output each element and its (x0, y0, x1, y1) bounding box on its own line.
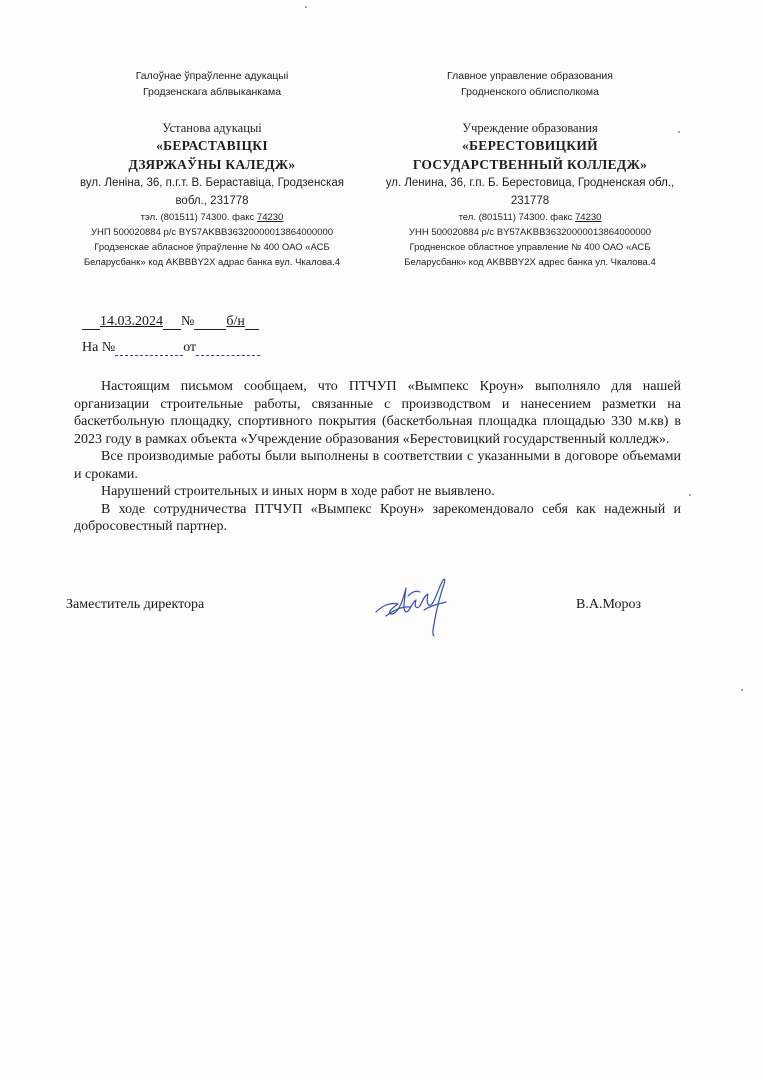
signatory-name: В.А.Мороз (576, 597, 642, 612)
ministry-line-2: Гродзенскага аблвыканкама (142, 86, 282, 98)
phone-prefix: тел. (801511) 74300. факс (458, 212, 576, 223)
body-paragraph-4: В ходе сотрудничества ПТЧУП «Вымпекс Кроун» зарекомендовало себя как надежный и добросовестный партнер. (74, 501, 681, 534)
address-line-2: вобл., 231778 (175, 195, 249, 207)
institution-name-2: ДЗЯРЖАЎНЫ КАЛЕДЖ» (128, 157, 296, 172)
ministry-line-1: Галоўнае ўпраўленне адукацыі (135, 70, 289, 82)
reference-date-blank (196, 340, 260, 356)
address-line-2: 231778 (510, 195, 550, 207)
scan-speck (305, 6, 307, 8)
scan-speck (689, 494, 691, 496)
institution-name-1: «БЕРЕСТОВИЦКИЙ (461, 138, 598, 153)
fax-number: 74230 (575, 212, 602, 223)
handwritten-signature (372, 566, 462, 640)
phone-fax-line (380, 210, 680, 225)
institution-name-2: ГОСУДАРСТВЕННЫЙ КОЛЛЕДЖ» (412, 157, 648, 172)
bank-line-2: Гродненское областное управление № 400 ОАО «АСБ (409, 242, 651, 253)
body-paragraph-1: Настоящим письмом сообщаем, что ПТЧУП «Вымпекс Кроун» выполняло для нашей организации строительные работы, связанные с производством и нанесением разметки на баскетбольную площадку, спортивного покрытия (баскетбольная площадка площадью 330 м.кв) в 2023 году в рамках объекта «Учреждение образования «Берестовицкий государственный колледж». (74, 379, 681, 447)
address-line-1: ул. Ленина, 36, г.п. Б. Берестовица, Гродненская обл., (385, 177, 675, 189)
phone-fax-line (62, 210, 362, 225)
ministry-line-2: Гродненского облисполкома (461, 86, 599, 98)
letter-body (74, 378, 681, 536)
letterhead-belarusian (62, 68, 362, 270)
reference-label: На № (82, 340, 116, 355)
letter-number: б/н (226, 314, 245, 329)
scan-speck (678, 131, 680, 133)
fax-number: 74230 (256, 212, 284, 223)
body-paragraph-3: Нарушений строительных и иных норм в ходе работ не выявлено. (101, 484, 495, 499)
institution-type: Учреждение образования (462, 121, 598, 135)
phone-prefix: тэл. (801511) 74300. факс (140, 212, 257, 223)
bank-line-3: Беларусбанк» код AKBBBY2X адрес банка ул. Чкалова.4 (404, 257, 656, 268)
reference-number-blank (115, 340, 183, 356)
address-line-1: вул. Леніна, 36, п.г.т. В. Бераставіца, Гродзенская (80, 177, 344, 189)
bank-line-1: УНП 500020884 р/с BY57AKBB36320000013864000000 (90, 227, 334, 238)
number-sign: № (181, 314, 195, 329)
body-paragraph-2: Все производимые работы были выполнены в соответствии с указанными в договоре объемами и сроками. (74, 449, 681, 482)
bank-line-1: УНН 500020884 р/с BY57AKBB36320000013864000000 (408, 227, 652, 238)
outgoing-registration (82, 314, 259, 330)
letter-date: 14.03.2024 (100, 314, 163, 329)
incoming-reference (82, 340, 260, 356)
scan-speck (741, 689, 743, 691)
signatory-position: Заместитель директора (66, 597, 205, 612)
institution-type: Установа адукацыі (162, 121, 262, 135)
bank-line-3: Беларусбанк» код AKBBBY2X адрас банка вул. Чкалова.4 (83, 257, 341, 268)
bank-line-2: Гродзенскае абласное ўпраўленне № 400 ОАО «АСБ (94, 242, 330, 253)
from-label: от (183, 340, 197, 355)
institution-name-1: «БЕРАСТАВІЦКІ (156, 138, 268, 153)
ministry-line-1: Главное управление образования (447, 70, 613, 82)
letterhead-russian (380, 68, 680, 270)
